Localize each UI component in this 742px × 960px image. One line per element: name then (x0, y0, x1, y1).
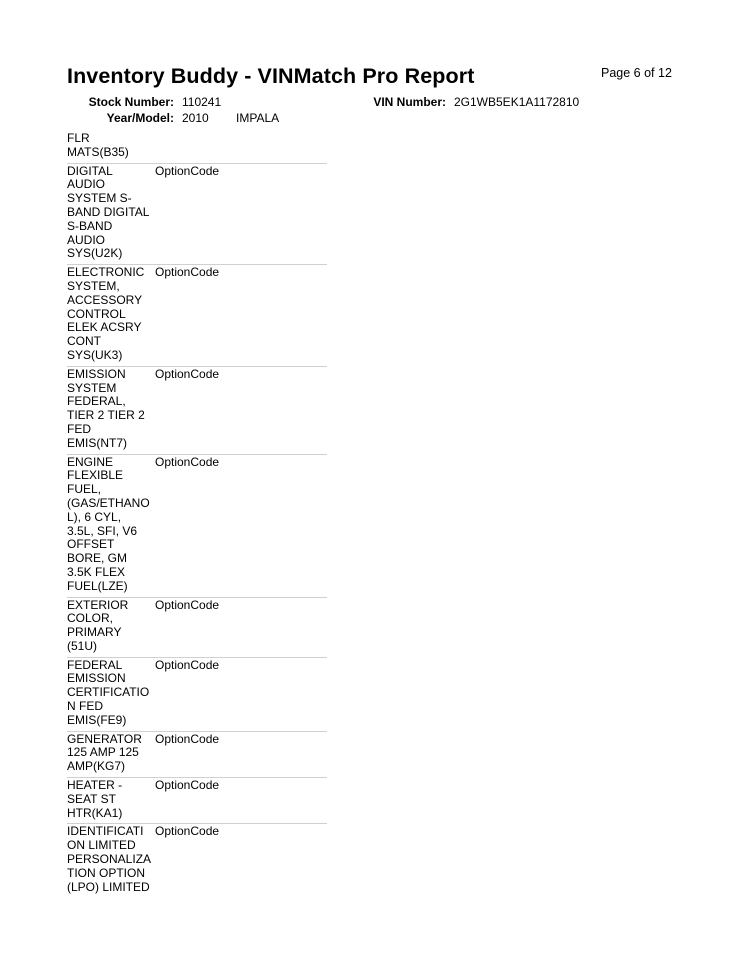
option-row (67, 131, 327, 163)
year-model-label: Year/Model: (106, 111, 174, 125)
option-description: FLR MATS(B35) (67, 131, 129, 159)
stock-number-label: Stock Number: (88, 95, 174, 109)
vin-number-value: 2G1WB5EK1A1172810 (454, 95, 580, 109)
option-type: OptionCode (155, 366, 220, 381)
option-row (67, 597, 327, 657)
year-value: 2010 (182, 111, 209, 125)
option-type: OptionCode (155, 454, 220, 469)
option-type: OptionCode (155, 597, 220, 612)
option-description: IDENTIFICATI ON LIMITED PERSONALIZA TION OPTION (LPO) LIMITED (67, 824, 152, 894)
option-row (67, 731, 327, 777)
report-title: Inventory Buddy - VINMatch Pro Report (67, 64, 475, 88)
model-value: IMPALA (236, 111, 280, 125)
option-description: ELECTRONIC SYSTEM, ACCESSORY CONTROL ELEK ACSRY CONT SYS(UK3) (67, 265, 145, 362)
option-description: EXTERIOR COLOR, PRIMARY (51U) (67, 597, 129, 653)
option-row (67, 366, 327, 454)
vin-number-label: VIN Number: (373, 95, 446, 109)
option-type: OptionCode (155, 778, 220, 793)
option-description: ENGINE FLEXIBLE FUEL, (GAS/ETHANO L), 6 CYL, 3.5L, SFI, V6 OFFSET BORE, GM 3.5K FLEX FUEL(LZE) (67, 454, 150, 593)
page-number: Page 6 of 12 (601, 66, 672, 80)
option-type: OptionCode (155, 163, 220, 178)
option-type: OptionCode (155, 657, 220, 672)
option-row (67, 777, 327, 823)
option-row (67, 264, 327, 366)
option-row (67, 454, 327, 597)
option-code-list (67, 131, 327, 897)
option-type: OptionCode (155, 265, 220, 280)
stock-number-value: 110241 (182, 95, 222, 109)
option-row (67, 163, 327, 265)
option-row (67, 657, 327, 731)
option-description: FEDERAL EMISSION CERTIFICATIO N FED EMIS(FE9) (67, 657, 150, 727)
option-description: HEATER - SEAT ST HTR(KA1) (67, 778, 123, 820)
option-row (67, 823, 327, 897)
option-description: DIGITAL AUDIO SYSTEM S- BAND DIGITAL S-BAND AUDIO SYS(U2K) (67, 163, 150, 261)
option-type: OptionCode (155, 824, 220, 839)
option-description: EMISSION SYSTEM FEDERAL, TIER 2 TIER 2 FED EMIS(NT7) (67, 366, 145, 450)
option-type: OptionCode (155, 731, 220, 746)
option-description: GENERATOR 125 AMP 125 AMP(KG7) (67, 731, 142, 774)
